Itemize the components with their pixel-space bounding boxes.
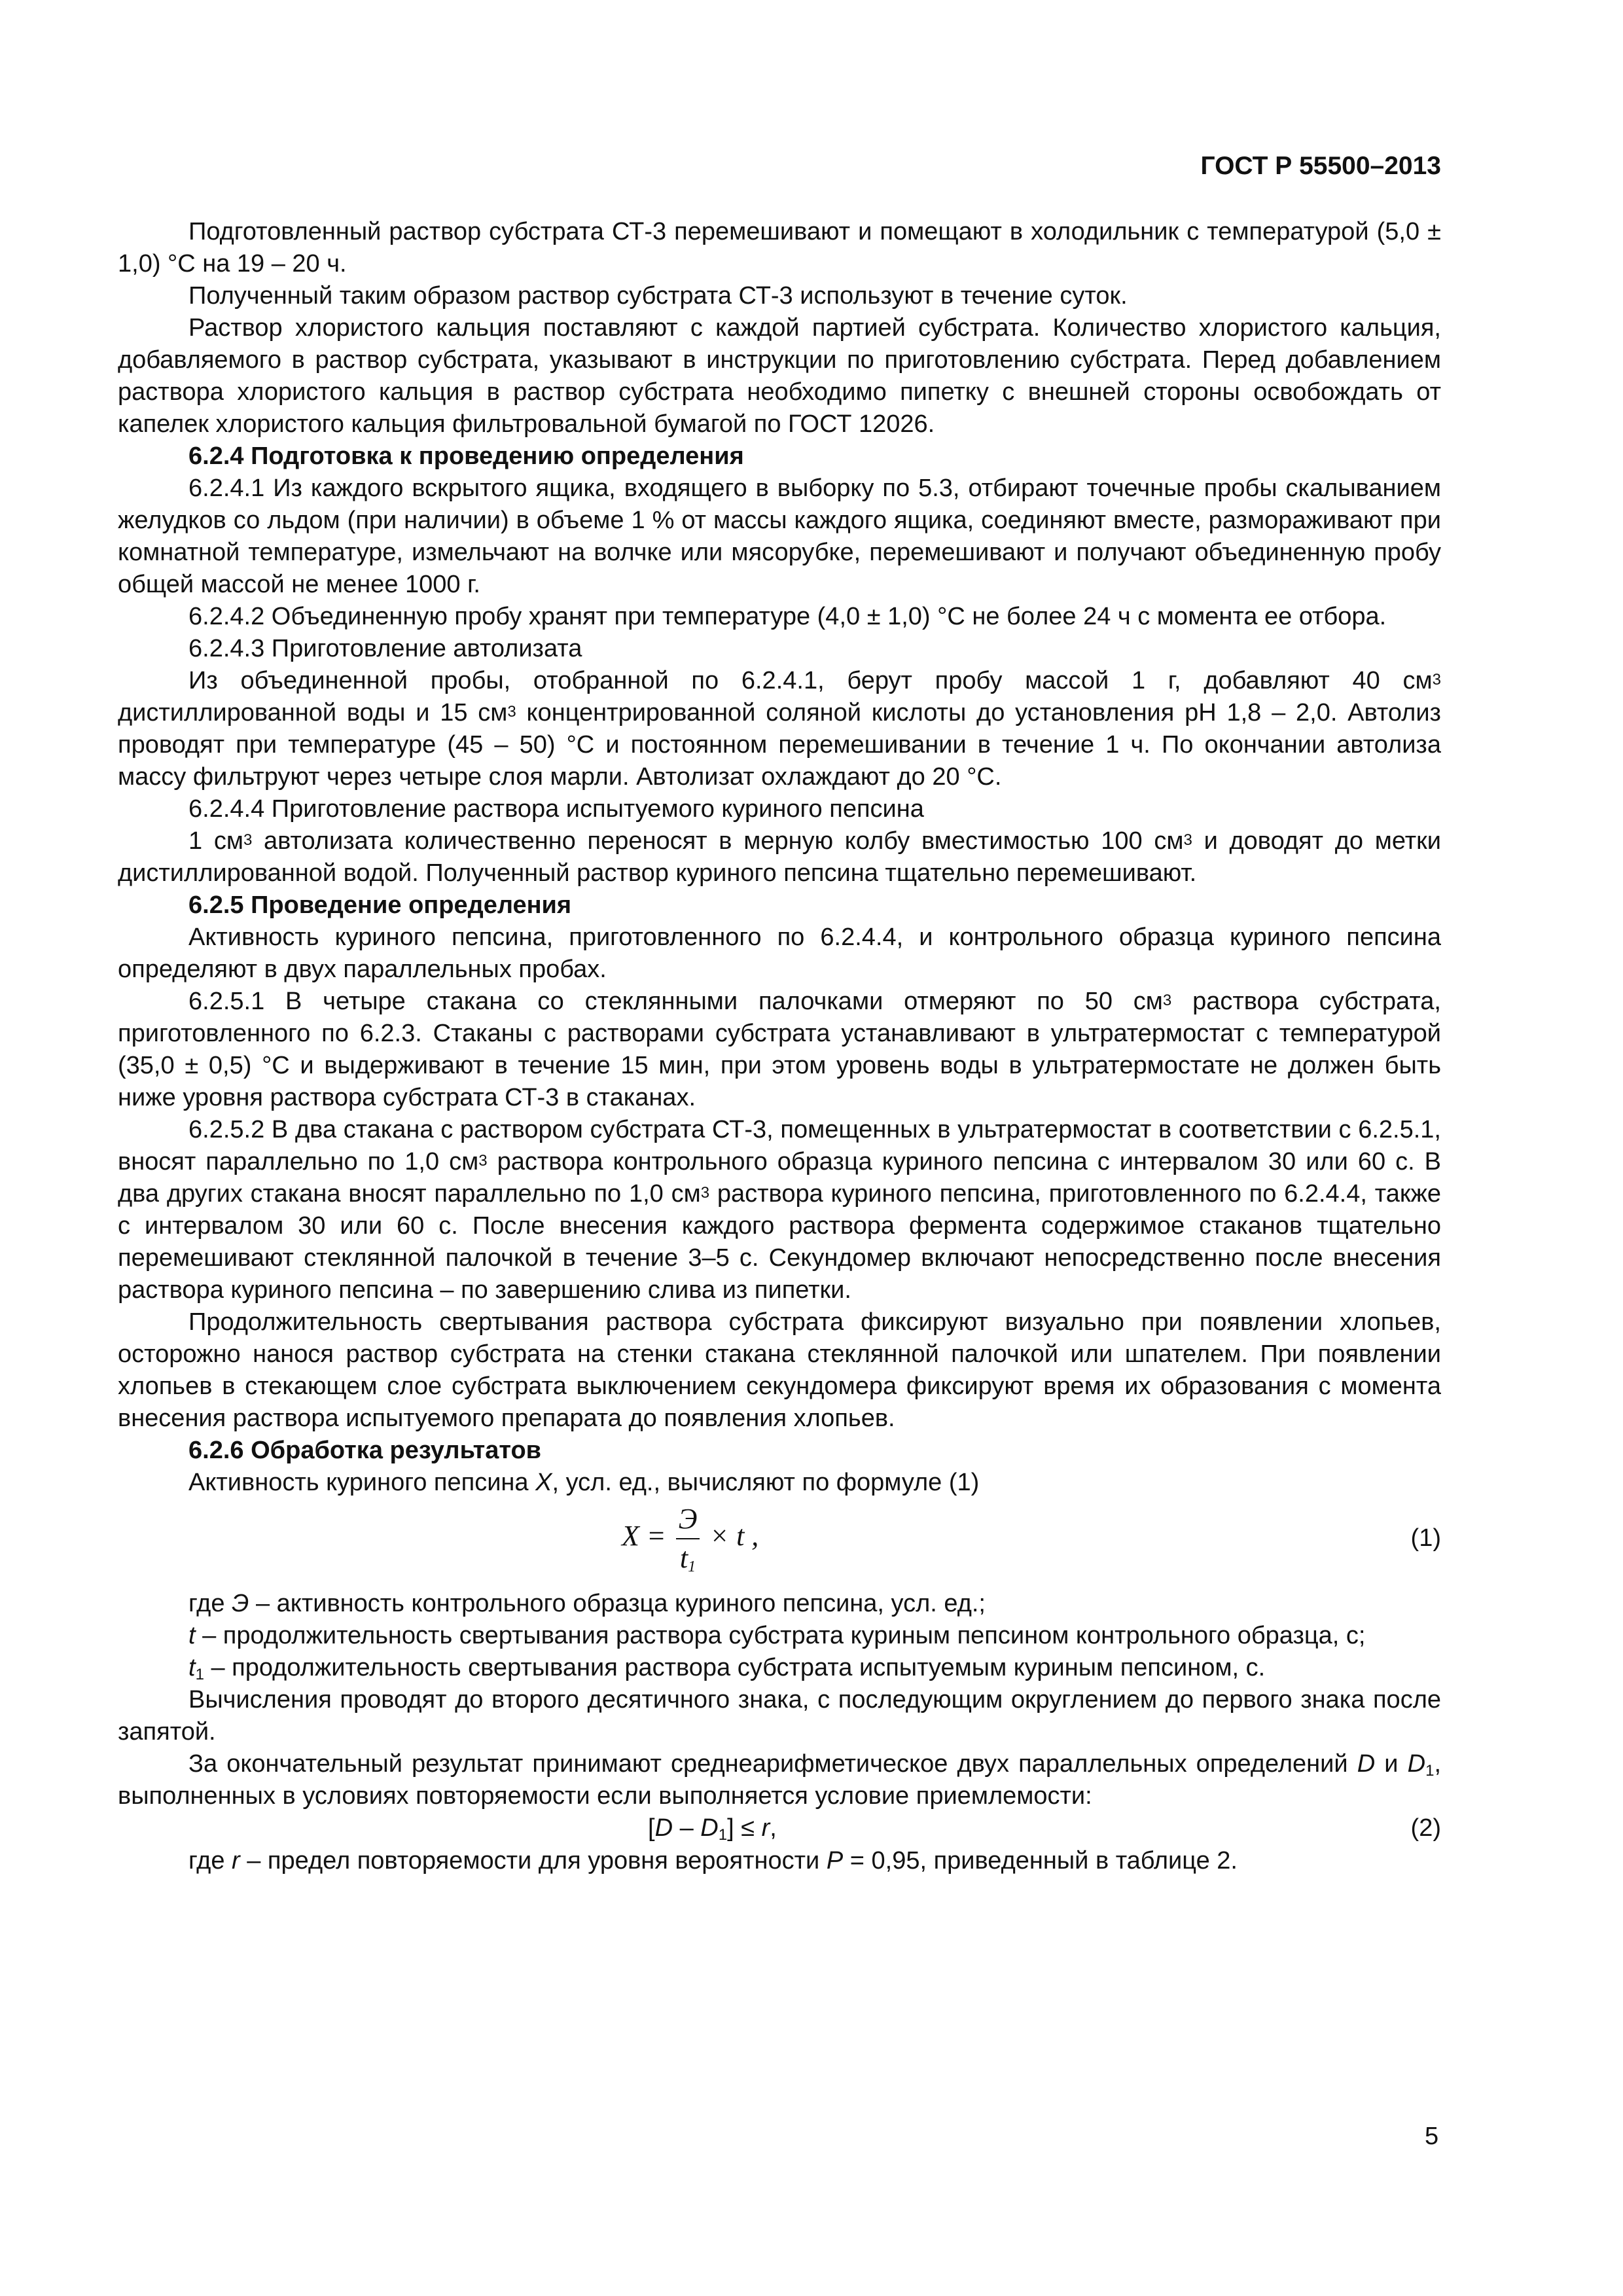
- paragraph: Подготовленный раствор субстрата СТ-3 перемешивают и помещают в холодильник с температурой (5,0 ± 1,0) °С на 19 – 20 ч.: [118, 218, 1441, 278]
- paragraph: 6.2.4.4 Приготовление раствора испытуемого куриного пепсина: [188, 795, 924, 823]
- paragraph: Из объединенной пробы, отобранной по 6.2.4.1, берут пробу массой 1 г, добавляют 40 $см^3$ дистиллированной воды и 15 $см^3$ концентрированной соляной кислоты до установления pH 1,8 – 2,0. Автолиз проводят при температуре (45 – 50) °С и постоянном перемешивании в течение 1 ч. По окончании автолиза массу фильтруют через четыре слоя марли. Автолизат охлаждают до 20 °С.: [118, 667, 1441, 791]
- formula-2-number: (2): [1410, 1814, 1441, 1842]
- formula-2-expression: $[D - D_1] \le r$,: [648, 1814, 777, 1844]
- paragraph: где r – предел повторяемости для уровня вероятности P = 0,95, приведенный в таблице 2.: [188, 1847, 1238, 1874]
- paragraph: 6.2.5.1 В четыре стакана со стеклянными палочками отмеряют по 50 $см^3$ раствора субстрата, приготовленного по 6.2.3. Стаканы с растворами субстрата устанавливают в ультратермостат с температурой (35,0 ± 0,5) °С и выдерживают в течение 15 мин, при этом уровень воды в ультратермостате не должен быть ниже уровня раствора субстрата СТ-3 в стаканах.: [118, 988, 1441, 1111]
- formula-1-fraction: $\frac{Э}{t_1}$: [676, 1500, 700, 1577]
- formula-1-expression: X = $\frac{Э}{t_1}$ × t ,: [622, 1500, 758, 1577]
- paragraph: 6.2.4.2 Объединенную пробу хранят при температуре (4,0 ± 1,0) °С не более 24 ч с момента ее отбора.: [188, 603, 1387, 630]
- paragraph: t – продолжительность свертывания раствора субстрата куриным пепсином контрольного образца, с;: [188, 1622, 1366, 1649]
- formula-1: [118, 1500, 1441, 1585]
- formula-1-number: (1): [1410, 1524, 1441, 1552]
- section-heading-6-2-5: 6.2.5 Проведение определения: [188, 891, 572, 919]
- paragraph: За окончательный результат принимают среднеарифметическое двух параллельных определений D и $D_1$, выполненных в условиях повторяемости если выполняется условие приемлемости:: [118, 1750, 1442, 1810]
- paragraph: Вычисления проводят до второго десятичного знака, с последующим округлением до первого знака после запятой.: [118, 1686, 1441, 1746]
- section-heading-6-2-6: 6.2.6 Обработка результатов: [188, 1437, 542, 1464]
- paragraph: $t_1$ – продолжительность свертывания раствора субстрата испытуемым куриным пепсином, с.: [188, 1654, 1266, 1683]
- paragraph: 1 $см^3$ автолизата количественно переносят в мерную колбу вместимостью 100 $см^3$ и доводят до метки дистиллированной водой. Полученный раствор куриного пепсина тщательно перемешивают.: [118, 827, 1441, 887]
- paragraph: Продолжительность свертывания раствора субстрата фиксируют визуально при появлении хлопьев, осторожно нанося раствор субстрата на стенки стакана стеклянной палочкой или шпателем. При появлении хлопьев в стекающем слое субстрата выключением секундомера фиксируют время их образования с момента внесения раствора испытуемого препарата до появления хлопьев.: [118, 1308, 1441, 1432]
- paragraph: 6.2.4.3 Приготовление автолизата: [188, 635, 582, 662]
- paragraph: 6.2.4.1 Из каждого вскрытого ящика, входящего в выборку по 5.3, отбирают точечные пробы скалыванием желудков со льдом (при наличии) в объеме 1 % от массы каждого ящика, соединяют вместе, размораживают при комнатной температуре, измельчают на волчке или мясорубке, перемешивают и получают объединенную пробу общей массой не менее 1000 г.: [118, 475, 1441, 598]
- page-number: 5: [1425, 2123, 1439, 2150]
- paragraph: Раствор хлористого кальция поставляют с каждой партией субстрата. Количество хлористого кальция, добавляемого в раствор субстрата, указывают в инструкции по приготовлению субстрата. Перед добавлением раствора хлористого кальция в раствор субстрата необходимо пипетку с внешней стороны освобождать от капелек хлористого кальция фильтровальной бумагой по ГОСТ 12026.: [118, 314, 1441, 438]
- paragraph: где Э – активность контрольного образца куриного пепсина, усл. ед.;: [188, 1590, 986, 1617]
- paragraph: Активность куриного пепсина, приготовленного по 6.2.4.4, и контрольного образца куриного пепсина определяют в двух параллельных пробах.: [118, 924, 1441, 983]
- standard-header: ГОСТ Р 55500–2013: [1200, 152, 1441, 180]
- formula-2: [118, 1812, 1441, 1845]
- section-heading-6-2-4: 6.2.4 Подготовка к проведению определения: [188, 442, 744, 470]
- paragraph: Активность куриного пепсина X, усл. ед., вычисляют по формуле (1): [188, 1469, 980, 1496]
- document-body: [118, 216, 1441, 1877]
- paragraph: Полученный таким образом раствор субстрата СТ-3 используют в течение суток.: [188, 282, 1128, 310]
- paragraph: 6.2.5.2 В два стакана с раствором субстрата СТ-3, помещенных в ультратермостат в соответствии с 6.2.5.1, вносят параллельно по 1,0 $см^3$ раствора контрольного образца куриного пепсина с интервалом 30 или 60 с. В два других стакана вносят параллельно по 1,0 $см^3$ раствора куриного пепсина, приготовленного по 6.2.4.4, также с интервалом 30 или 60 с. После внесения каждого раствора фермента содержимое стаканов тщательно перемешивают стеклянной палочкой в течение 3–5 с. Секундомер включают непосредственно после внесения раствора куриного пепсина – по завершению слива из пипетки.: [118, 1116, 1442, 1304]
